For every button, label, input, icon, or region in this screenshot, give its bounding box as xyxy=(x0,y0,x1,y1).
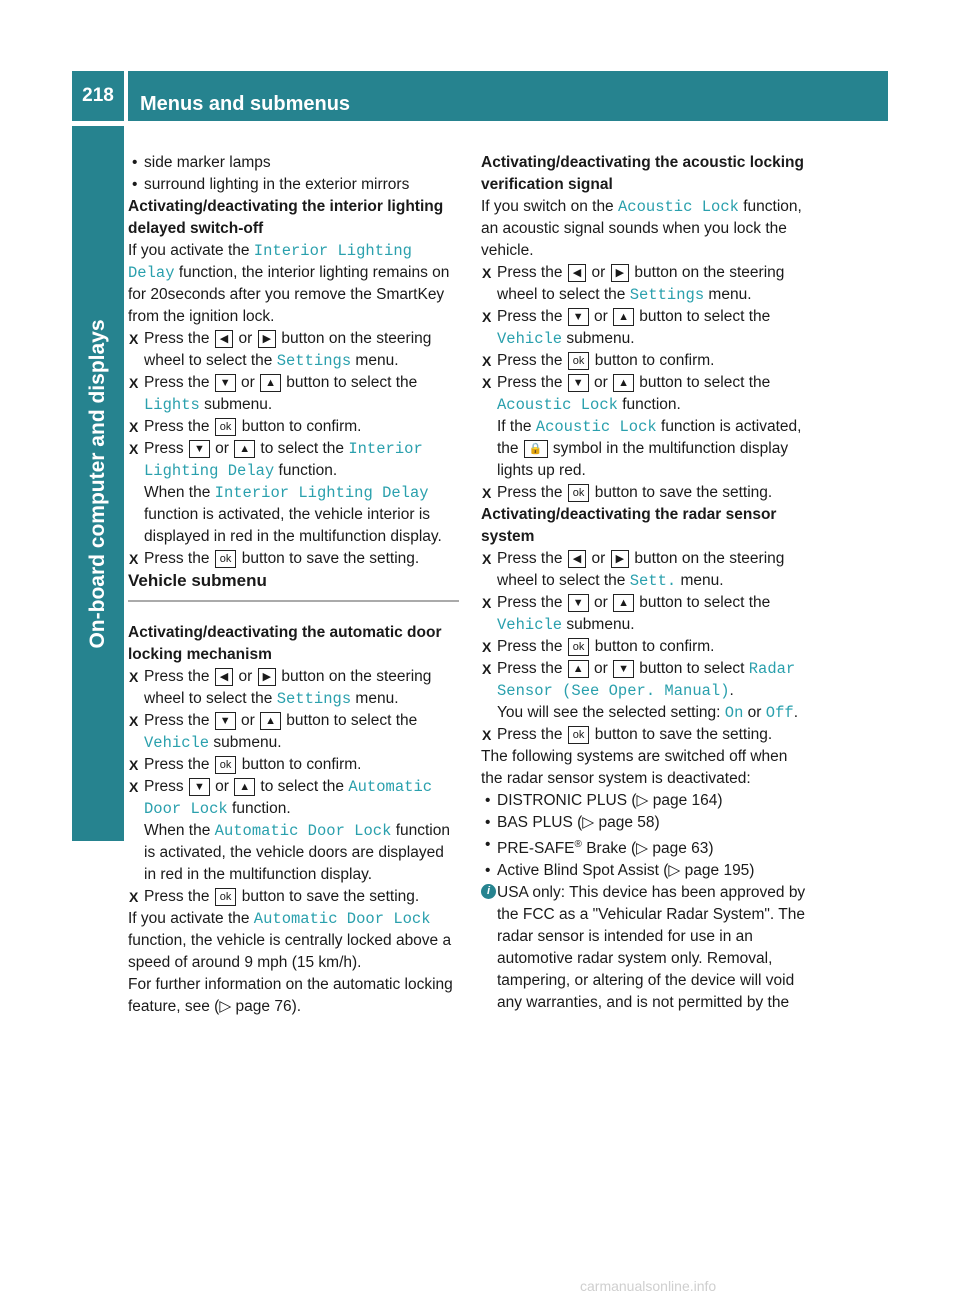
up-key-icon: ▲ xyxy=(613,308,634,326)
step: X Press the ▼ or ▲ button to select the Acoustic Lock function. If the Acoustic Lock function is activated, the 🔒 symbol in the multifunction display lights up red. xyxy=(482,374,802,479)
step: X Press the ▼ or ▲ button to select the Vehicle submenu. xyxy=(482,308,771,348)
up-key-icon: ▲ xyxy=(613,374,634,392)
info-icon: i xyxy=(481,884,496,899)
list-item: • PRE-SAFE® Brake (▷ page 63) xyxy=(481,834,813,860)
section-heading: Vehicle submenu xyxy=(128,570,459,602)
step-arrow-icon: X xyxy=(129,551,139,567)
left-key-icon: ◀ xyxy=(215,330,233,348)
step: X Press the ok button to save the setting. xyxy=(481,482,813,504)
ok-key-icon: ok xyxy=(568,726,590,744)
step-arrow-icon: X xyxy=(482,551,492,567)
page-number: 218 xyxy=(72,71,124,121)
step-arrow-icon: X xyxy=(129,375,139,391)
subheading: Activating/deactivating the acoustic locking verification signal xyxy=(481,154,804,193)
up-key-icon: ▲ xyxy=(613,594,634,612)
step-arrow-icon: X xyxy=(482,595,492,611)
ok-key-icon: ok xyxy=(568,484,590,502)
paragraph: If you activate the Interior Lighting Delay function, the interior lighting remains on for 20seconds after you remove the SmartKey from the ignition lock. xyxy=(128,242,450,325)
step-arrow-icon: X xyxy=(129,779,139,795)
ok-key-icon: ok xyxy=(215,888,237,906)
list-item: • DISTRONIC PLUS (▷ page 164) xyxy=(481,790,813,812)
step: X Press the ▼ or ▲ button to select the Vehicle submenu. xyxy=(482,594,771,634)
step: X Press the ◀ or ▶ button on the steering wheel to select the Sett. menu. xyxy=(482,550,785,590)
info-note: i USA only: This device has been approved by the FCC as a "Vehicular Radar System". The radar sensor is intended for use in an automotive radar system only. Removal, tampering, or altering of the device will void any warranties, and is not permitted by the xyxy=(481,882,813,1014)
down-key-icon: ▼ xyxy=(189,440,210,458)
list-item: • surround lighting in the exterior mirrors xyxy=(128,174,459,196)
paragraph: The following systems are switched off when the radar sensor system is deactivated: xyxy=(481,748,788,787)
up-key-icon: ▲ xyxy=(234,440,255,458)
step-arrow-icon: X xyxy=(129,331,139,347)
step-arrow-icon: X xyxy=(129,757,139,773)
ok-key-icon: ok xyxy=(568,638,590,656)
step-arrow-icon: X xyxy=(482,265,492,281)
right-key-icon: ▶ xyxy=(258,668,276,686)
step: X Press the ▲ or ▼ button to select Radar Sensor (See Oper. Manual). You will see the selected setting: On or Off. xyxy=(482,660,798,722)
right-key-icon: ▶ xyxy=(611,550,629,568)
right-column xyxy=(481,152,813,1014)
ok-key-icon: ok xyxy=(215,418,237,436)
step: X Press the ok button to save the setting. xyxy=(128,886,459,908)
paragraph: If you activate the Automatic Door Lock function, the vehicle is centrally locked above a speed of around 9 mph (15 km/h). xyxy=(128,910,452,971)
ok-key-icon: ok xyxy=(215,550,237,568)
right-key-icon: ▶ xyxy=(258,330,276,348)
step-arrow-icon: X xyxy=(129,419,139,435)
step: X Press the ok button to save the setting. xyxy=(128,548,459,570)
step: X Press the ◀ or ▶ button on the steering wheel to select the Settings menu. xyxy=(482,264,785,304)
step-arrow-icon: X xyxy=(482,661,492,677)
step: X Press the ok button to confirm. xyxy=(128,754,459,776)
down-key-icon: ▼ xyxy=(568,594,589,612)
subheading: Activating/deactivating the radar sensor system xyxy=(481,506,777,545)
step-arrow-icon: X xyxy=(129,713,139,729)
down-key-icon: ▼ xyxy=(215,712,236,730)
down-key-icon: ▼ xyxy=(189,778,210,796)
step: X Press the ok button to confirm. xyxy=(481,350,813,372)
step: X Press the ◀ or ▶ button on the steering wheel to select the Settings menu. xyxy=(129,668,432,708)
up-key-icon: ▲ xyxy=(260,374,281,392)
step-arrow-icon: X xyxy=(482,727,492,743)
list-item: • Active Blind Spot Assist (▷ page 195) xyxy=(481,860,813,882)
step: X Press ▼ or ▲ to select the Interior Lighting Delay function. When the Interior Lighting Delay function is activated, the vehicle interior is displayed in red in the multifunction display. xyxy=(129,440,442,545)
ok-key-icon: ok xyxy=(215,756,237,774)
step: X Press the ok button to confirm. xyxy=(481,636,813,658)
step-arrow-icon: X xyxy=(482,485,492,501)
step-arrow-icon: X xyxy=(482,353,492,369)
left-key-icon: ◀ xyxy=(568,264,586,282)
list-item: • BAS PLUS (▷ page 58) xyxy=(481,812,813,834)
down-key-icon: ▼ xyxy=(613,660,634,678)
page-title: Menus and submenus xyxy=(140,93,351,115)
step: X Press the ok button to confirm. xyxy=(128,416,459,438)
down-key-icon: ▼ xyxy=(568,308,589,326)
side-tab-label: On-board computer and displays xyxy=(86,319,109,649)
up-key-icon: ▲ xyxy=(260,712,281,730)
lock-icon: 🔒 xyxy=(524,440,548,458)
up-key-icon: ▲ xyxy=(568,660,589,678)
step: X Press ▼ or ▲ to select the Automatic Door Lock function. When the Automatic Door Lock function is activated, the vehicle doors are displayed in red in the multifunction display. xyxy=(129,778,450,883)
ok-key-icon: ok xyxy=(568,352,590,370)
left-column xyxy=(128,152,459,1018)
up-key-icon: ▲ xyxy=(234,778,255,796)
left-key-icon: ◀ xyxy=(568,550,586,568)
step-arrow-icon: X xyxy=(129,669,139,685)
watermark: carmanualsonline.info xyxy=(580,1278,717,1294)
paragraph: For further information on the automatic locking feature, see (▷ page 76). xyxy=(128,976,453,1015)
right-key-icon: ▶ xyxy=(611,264,629,282)
down-key-icon: ▼ xyxy=(568,374,589,392)
step-arrow-icon: X xyxy=(482,639,492,655)
step-arrow-icon: X xyxy=(482,309,492,325)
subheading: Activating/deactivating the automatic door locking mechanism xyxy=(128,624,442,663)
step: X Press the ◀ or ▶ button on the steering wheel to select the Settings menu. xyxy=(129,330,432,370)
step-arrow-icon: X xyxy=(129,889,139,905)
down-key-icon: ▼ xyxy=(215,374,236,392)
paragraph: If you switch on the Acoustic Lock function, an acoustic signal sounds when you lock the vehicle. xyxy=(481,198,802,259)
step-arrow-icon: X xyxy=(482,375,492,391)
list-item: • side marker lamps xyxy=(128,152,459,174)
left-key-icon: ◀ xyxy=(215,668,233,686)
subheading: Activating/deactivating the interior lighting delayed switch-off xyxy=(128,198,444,237)
step-arrow-icon: X xyxy=(129,441,139,457)
step: X Press the ▼ or ▲ button to select the Vehicle submenu. xyxy=(129,712,418,752)
step: X Press the ▼ or ▲ button to select the Lights submenu. xyxy=(129,374,418,414)
step: X Press the ok button to save the setting. xyxy=(481,724,813,746)
